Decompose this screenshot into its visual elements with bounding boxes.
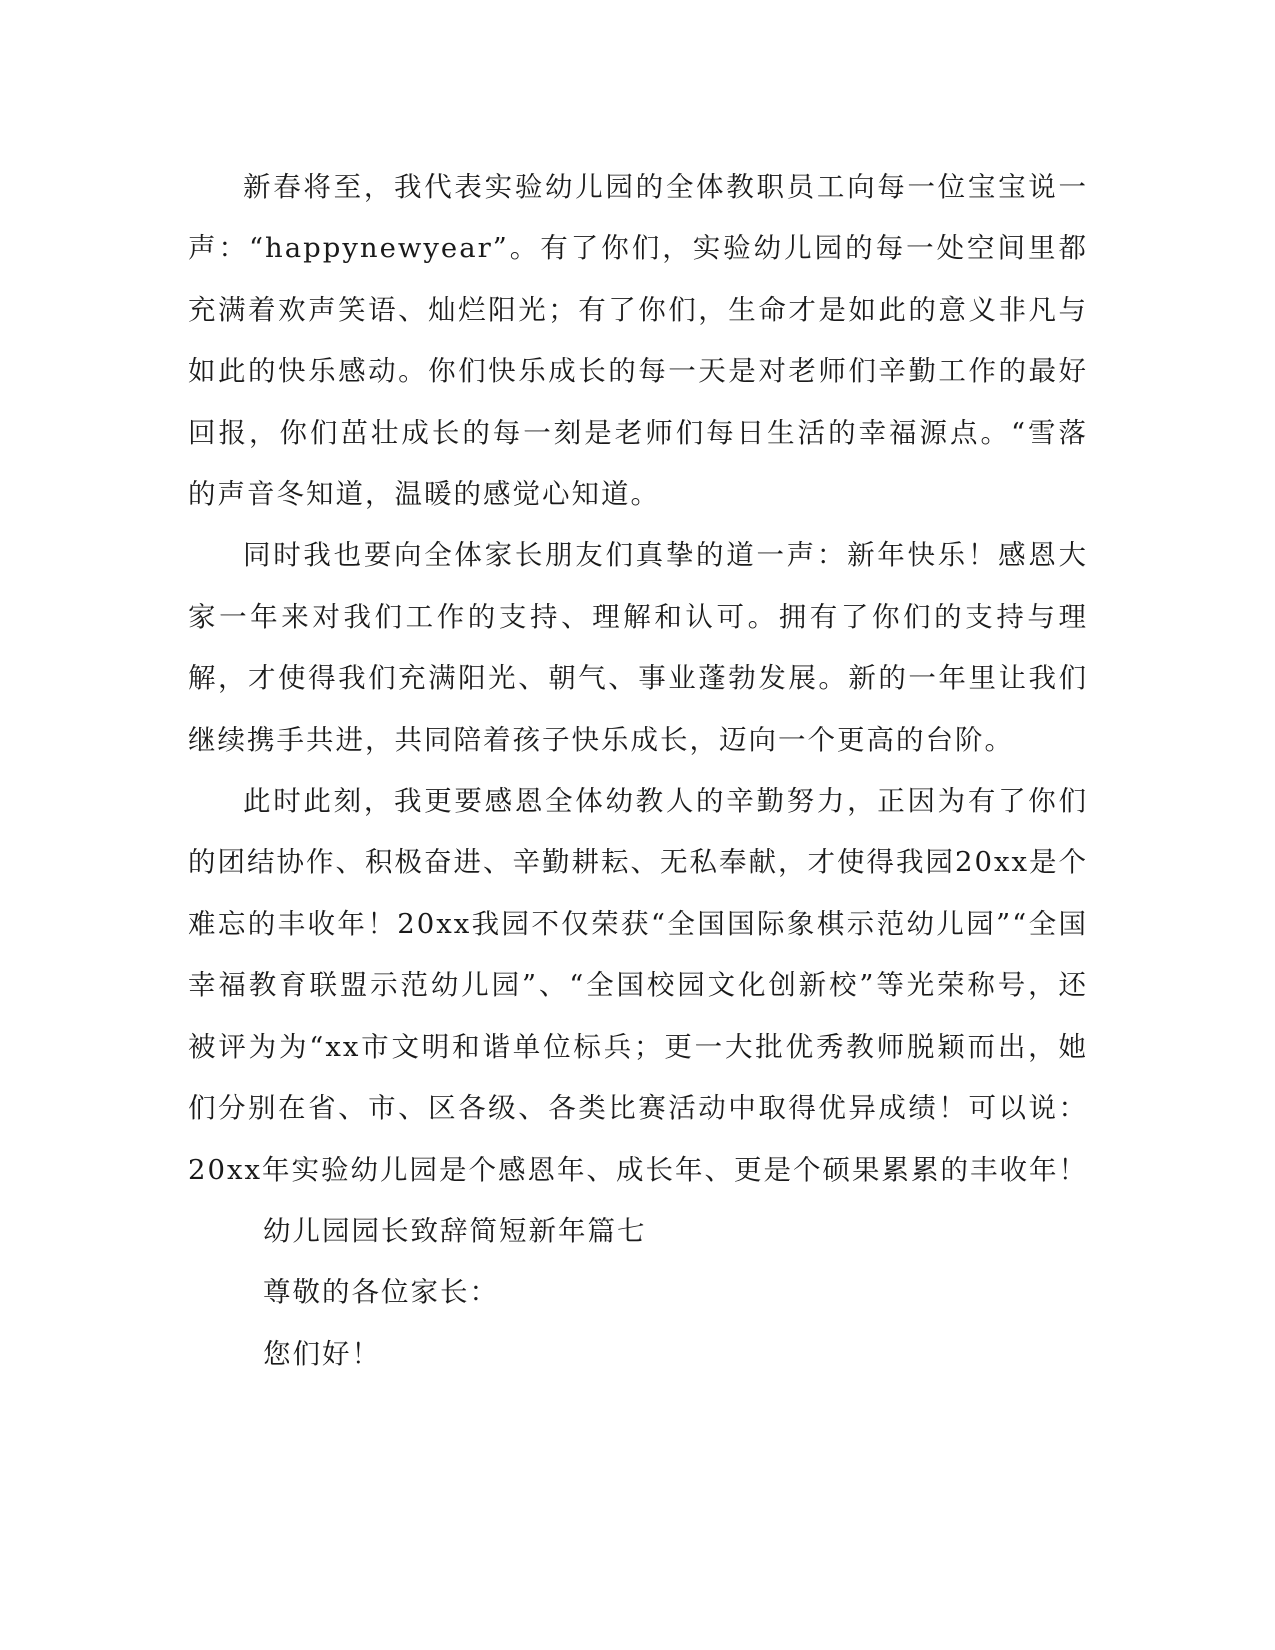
- greeting: 您们好！: [263, 1337, 381, 1370]
- section-title: 幼儿园园长致辞简短新年篇七: [263, 1214, 647, 1247]
- salutation: 尊敬的各位家长：: [263, 1276, 499, 1309]
- paragraph-new-year-wishes: 新春将至，我代表实验幼儿园的全体教职员工向每一位宝宝说一声：“happynewyear”。有了你们，实验幼儿园的每一处空间里都充满着欢声笑语、灿烂阳光；有了你们，生命才是如此的意义非凡与如此的快乐感动。你们快乐成长的每一天是对老师们辛勤工作的最好回报，你们茁壮成长的每一刻是老师们每日生活的幸福源点。“雪落的声音冬知道，温暖的感觉心知道。: [188, 171, 1088, 511]
- document-body: [188, 157, 1088, 1385]
- paragraph-parents-thanks: 同时我也要向全体家长朋友们真挚的道一声：新年快乐！感恩大家一年来对我们工作的支持、理解和认可。拥有了你们的支持与理解，才使得我们充满阳光、朝气、事业蓬勃发展。新的一年里让我们继续携手共进，共同陪着孩子快乐成长，迈向一个更高的台阶。: [188, 539, 1088, 756]
- paragraph-staff-thanks: 此时此刻，我更要感恩全体幼教人的辛勤努力，正因为有了你们的团结协作、积极奋进、辛勤耕耘、无私奉献，才使得我园20xx是个难忘的丰收年！20xx我园不仅荣获“全国国际象棋示范幼儿园”“全国幸福教育联盟示范幼儿园”、“全国校园文化创新校”等光荣称号，还被评为为“xx市文明和谐单位标兵；更一大批优秀教师脱颖而出，她们分别在省、市、区各级、各类比赛活动中取得优异成绩！可以说：20xx年实验幼儿园是个感恩年、成长年、更是个硕果累累的丰收年！: [188, 785, 1089, 1186]
